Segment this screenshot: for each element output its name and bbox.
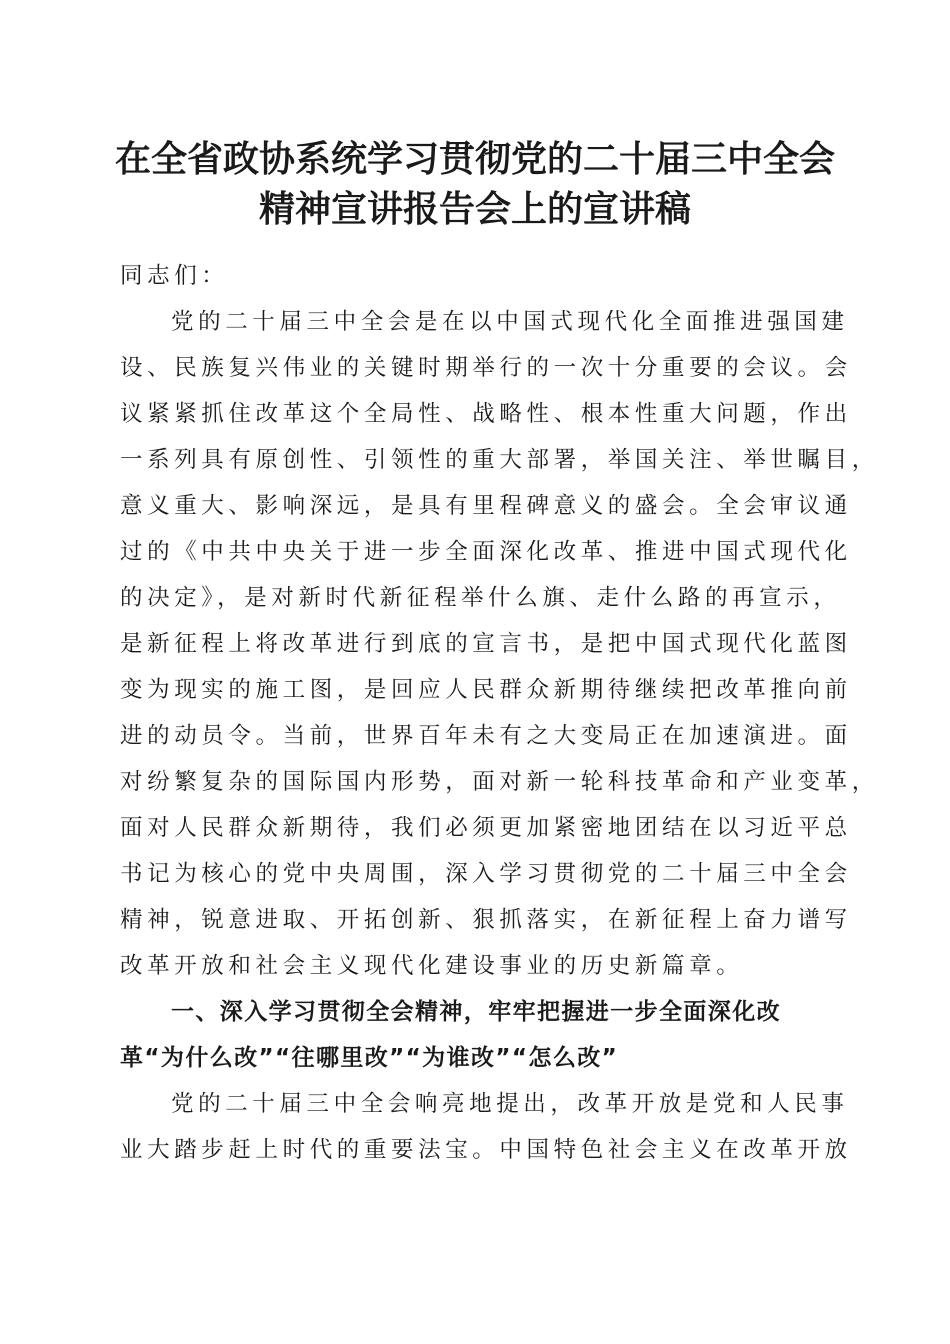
title-line-2: 精神宣讲报告会上的宣讲稿 [258,188,691,230]
paragraph-line: 意义重大、影响深远，是具有里程碑意义的盛会。全会审议通 [120,493,852,519]
paragraph-2 [120,1081,852,1173]
heading-line: 革“为什么改”“往哪里改”“为谁改”“怎么改” [120,1045,619,1071]
document-body [120,253,879,1173]
paragraph-line: 业大踏步赶上时代的重要法宝。中国特色社会主义在改革开放 [120,1137,852,1163]
paragraph-line: 进的动员令。当前，世界百年未有之大变局正在加速演进。面 [120,723,852,749]
paragraph-line: 议紧紧抓住改革这个全局性、战略性、根本性重大问题，作出 [120,401,852,427]
paragraph-line: 改革开放和社会主义现代化建设事业的历史新篇章。 [120,953,744,979]
paragraph-line: 党的二十届三中全会是在以中国式现代化全面推进强国建 [171,309,849,335]
paragraph-line: 对纷繁复杂的国际国内形势，面对新一轮科技革命和产业变革， [120,769,879,795]
paragraph-line: 设、民族复兴伟业的关键时期举行的一次十分重要的会议。会 [120,355,852,381]
paragraph-line: 面对人民群众新期待，我们必须更加紧密地团结在以习近平总 [120,815,852,841]
paragraph-line: 精神，锐意进取、开拓创新、狠抓落实，在新征程上奋力谱写 [120,907,852,933]
title-line-1: 在全省政协系统学习贯彻党的二十届三中全会 [114,138,835,180]
paragraph-line: 变为现实的施工图，是回应人民群众新期待继续把改革推向前 [120,677,852,703]
paragraph-line: 党的二十届三中全会响亮地提出，改革开放是党和人民事 [171,1091,849,1117]
paragraph-line: 是新征程上将改革进行到底的宣言书，是把中国式现代化蓝图 [120,631,852,657]
section-heading-1 [120,989,832,1081]
heading-line: 一、深入学习贯彻全会精神，牢牢把握进一步全面深化改 [171,999,781,1025]
paragraph-line: 一系列具有原创性、引领性的重大部署，举国关注、举世瞩目， [120,447,879,473]
paragraph-line: 书记为核心的党中央周围，深入学习贯彻党的二十届三中全会 [120,861,852,887]
paragraph-line: 过的《中共中央关于进一步全面深化改革、推进中国式现代化 [120,539,852,565]
paragraph-1 [120,299,879,989]
document-title [100,134,850,234]
paragraph-line: 的决定》，是对新时代新征程举什么旗、走什么路的再宣示， [120,585,841,611]
salutation: 同志们： [120,263,229,289]
